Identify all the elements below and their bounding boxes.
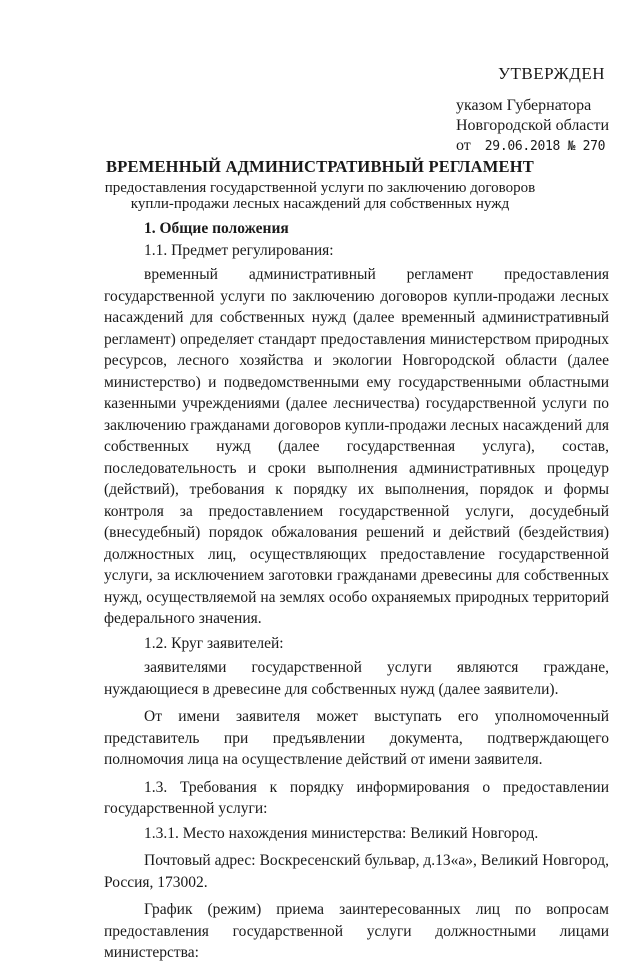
subsection-1-1-text: временный административный регламент предоставления государственной услуги по заключению договоров купли-продажи лесных насаждений для собственных нужд (далее временный административный регламент) определяет стандарт предоставления министерством природных ресурсов, лесного хозяйства и экологии Новгородской области (далее министерство) и подведомственными ему государственными областными казенными учреждениями (далее лесничества) государственной услуги по заключению гражданами договоров купли-продажи лесных насаждений для собственных нужд (далее государственная услуга), состав, последовательность и сроки выполнения административных процедур (действий), требования к порядку их выполнения, порядок и формы контроля за предоставлением государственной услуги, досудебный (внесудебный) порядок обжалования решений и действий (бездействия) должностных лиц, осуществляющих предоставление государственной услуги, за исключением заготовки гражданами древесины для собственных нужд, осуществляемой на землях особо охраняемых природных территорий федерального значения. <box>104 266 609 627</box>
approval-date-value: 29.06.2018 № 270 <box>484 139 606 154</box>
approval-date-line <box>456 136 636 157</box>
reception-schedule: График (режим) приема заинтересованных лиц по вопросам предоставления государственной услуги должностными лицами министерства: <box>104 901 609 961</box>
subsection-1-1-heading: 1.1. Предмет регулирования: <box>144 241 334 259</box>
approval-heading: УТВЕРЖДЕН <box>498 64 605 83</box>
document-subtitle <box>0 180 640 212</box>
approval-line-1: указом Губернатора <box>456 97 592 114</box>
approval-stamp <box>456 64 636 157</box>
subsection-1-2-text: заявителями государственной услуги являются граждане, нуждающиеся в древесине для собственных нужд (далее заявители). <box>104 659 609 698</box>
subsection-1-2-representative: От имени заявителя может выступать его уполномоченный представитель при предъявлении документа, подтверждающего полномочия лица на осуществление действий от имени заявителя. <box>104 708 609 768</box>
subsection-1-3-heading: 1.3. Требования к порядку информирования о предоставлении государственной услуги: <box>104 778 609 817</box>
subtitle-line-2: купли-продажи лесных насаждений для собственных нужд <box>130 196 510 212</box>
document-title: ВРЕМЕННЫЙ АДМИНИСТРАТИВНЫЙ РЕГЛАМЕНТ <box>106 157 534 176</box>
subtitle-line-1: предоставления государственной услуги по заключению договоров <box>104 180 536 196</box>
subsection-1-2-heading: 1.2. Круг заявителей: <box>144 634 284 652</box>
postal-address: Почтовый адрес: Воскресенский бульвар, д.13«а», Великий Новгород, Россия, 173002. <box>104 852 609 891</box>
subsection-1-3-1-location: 1.3.1. Место нахождения министерства: Великий Новгород. <box>144 824 539 842</box>
section-1-heading: 1. Общие положения <box>144 220 289 237</box>
document-body <box>104 218 609 964</box>
approval-line-2: Новгородской области <box>456 117 610 134</box>
approval-date-prefix: от <box>456 137 471 154</box>
